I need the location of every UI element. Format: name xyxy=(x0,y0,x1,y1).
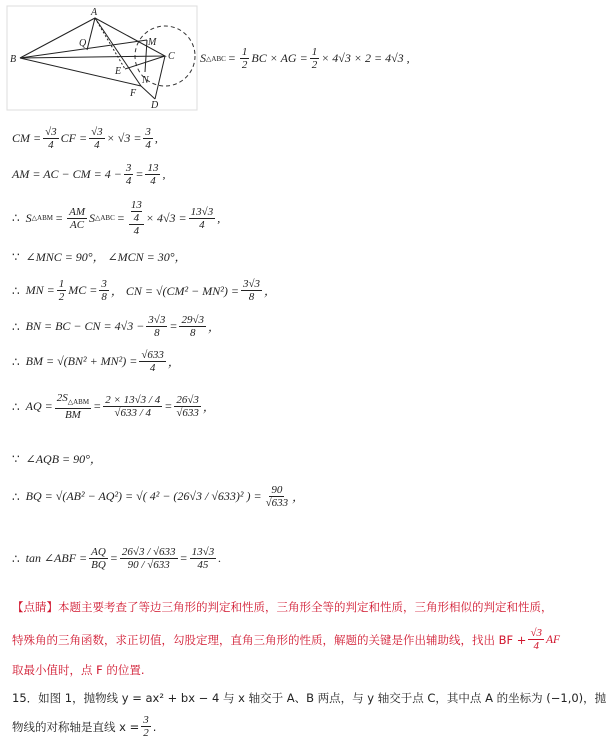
geometry-figure xyxy=(7,6,197,110)
label-b: B xyxy=(10,54,17,65)
formula-aq: ∴ AQ = $\frac{2S_{\triangle ABM}}{BM}$ = $\frac{2 \times 13√3 / 4}{√633 / 4}$ = $\frac{26√3}{√633}$ ， xyxy=(12,392,215,422)
label-m: M xyxy=(148,37,157,48)
formula-cm: CM = $\frac{√3}{4}$ CF = $\frac{√3}{4}$ × √3 = $\frac{3}{4}$ , xyxy=(12,126,158,151)
formula-s-abc: S △ABC = $\frac{1}{2}$ BC × AG = $\frac{1}{2}$ × 4√3 × 2 = 4√3 , xyxy=(200,46,410,71)
formula-angle-mnc: ∵ ∠MNC = 90°， ∠MCN = 30°， xyxy=(12,249,187,264)
note-line-1: 【点睛】本题主要考查了等边三角形的判定和性质，三角形全等的判定和性质，三角形相似的判定和性质， xyxy=(12,600,553,614)
label-q: Q xyxy=(79,38,87,49)
formula-mn: ∴ MN = $\frac{1}{2}$ MC = $\frac{3}{8}$ ， CN = √(CM² − MN²) = $\frac{3√3}{8}$ ， xyxy=(12,278,276,303)
formula-bq: ∴ BQ = √(AB² − AQ²) = √( 4² − (26√3 / √633)² ) = $\frac{90}{√633}$ ， xyxy=(12,484,305,509)
problem-15-line-2: 物线的对称轴是直线 x = $\frac{3}{2}$ . xyxy=(12,714,157,739)
problem-15-line-1: 15．如图 1，抛物线 y = ax² + bx − 4 与 x 轴交于 A、B 两点，与 y 轴交于点 C，其中点 A 的坐标为 (−1,0)，抛 xyxy=(12,691,606,705)
formula-angle-aqb: ∵ ∠AQB = 90°， xyxy=(12,451,102,466)
label-e: E xyxy=(115,66,122,77)
formula-tan-abf: ∴ tan ∠ABF = $\frac{AQ}{BQ}$ = $\frac{26√3 / √633}{90 / √633}$ = $\frac{13√3}{45}$ . xyxy=(12,546,222,571)
label-c: C xyxy=(168,51,175,62)
label-a: A xyxy=(91,7,98,18)
label-d: D xyxy=(151,100,159,111)
label-f: F xyxy=(130,88,137,99)
note-line-2: 特殊角的三角函数，求正切值，勾股定理，直角三角形的性质，解题的关键是作出辅助线，找出 BF + $\frac{√3}{4}$ AF xyxy=(12,627,561,652)
formula-bm: ∴ BM = √(BN² + MN²) = $\frac{√633}{4}$ ， xyxy=(12,349,180,374)
note-line-3: 取最小值时，点 F 的位置. xyxy=(12,663,145,677)
label-n: N xyxy=(142,75,149,86)
formula-bn: ∴ BN = BC − CN = 4√3 − $\frac{3√3}{8}$ = $\frac{29√3}{8}$ ， xyxy=(12,314,221,339)
formula-am: AM = AC − CM = 4 − $\frac{3}{4}$ = $\frac{13}{4}$ , xyxy=(12,162,166,187)
formula-s-abm: ∴ S △ABM = $\frac{AM}{AC}$ S △ABC = 13 4 4 × 4√3 = $\frac{13√3}{4}$ , xyxy=(12,199,221,237)
